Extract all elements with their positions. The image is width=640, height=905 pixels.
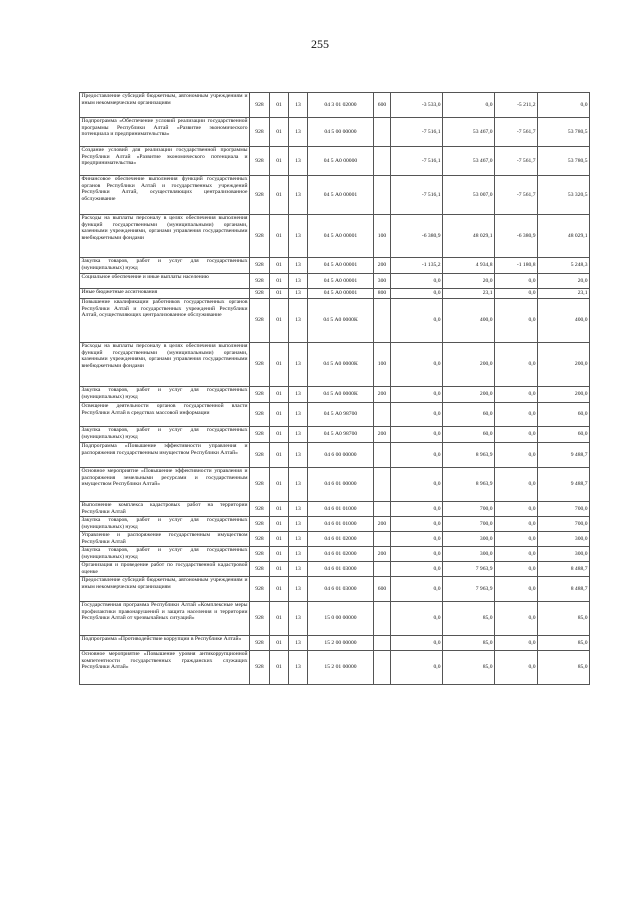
row-change-year2: 0,0	[495, 387, 538, 403]
row-section-code: 01	[270, 577, 289, 602]
row-name: Социальное обеспечение и иные выплаты населению	[80, 274, 250, 289]
row-amount-year2: 60,0	[538, 403, 590, 427]
table-row	[80, 443, 590, 468]
row-subsection-code: 13	[289, 547, 308, 562]
row-subsection-code: 13	[289, 636, 308, 651]
row-amount-year2: 9 488,7	[538, 443, 590, 468]
row-target-article: 04 5 А0 00001	[308, 258, 374, 274]
row-name: Подпрограмма «Обеспечение условий реализации государственной программы Республики Алтай «Развитие экономического потенциала и предпринимательства»	[80, 118, 250, 147]
row-amount-year1: 7 963,9	[443, 577, 495, 602]
row-change-year1: 0,0	[391, 517, 443, 532]
row-change-year1: 0,0	[391, 651, 443, 685]
row-amount-year1: 60,0	[443, 403, 495, 427]
row-name: Иные бюджетные ассигнования	[80, 289, 250, 299]
row-expense-type: 300	[374, 274, 391, 289]
row-target-article: 15 2 01 00000	[308, 651, 374, 685]
row-target-article: 15 0 00 00000	[308, 602, 374, 636]
row-change-year2: -7 561,7	[495, 176, 538, 215]
row-change-year2: 0,0	[495, 577, 538, 602]
table-row	[80, 215, 590, 258]
row-ministry-code: 928	[250, 577, 270, 602]
row-amount-year2: 85,0	[538, 636, 590, 651]
row-subsection-code: 13	[289, 118, 308, 147]
row-ministry-code: 928	[250, 343, 270, 387]
row-ministry-code: 928	[250, 562, 270, 577]
table-row	[80, 343, 590, 387]
row-expense-type: 100	[374, 215, 391, 258]
row-subsection-code: 13	[289, 562, 308, 577]
row-name: Предоставление субсидий бюджетным, автономным учреждениям и иным некоммерческим организациям	[80, 577, 250, 602]
row-section-code: 01	[270, 562, 289, 577]
table-row	[80, 118, 590, 147]
row-section-code: 01	[270, 176, 289, 215]
row-change-year1: 0,0	[391, 562, 443, 577]
row-ministry-code: 928	[250, 289, 270, 299]
row-amount-year1: 200,0	[443, 387, 495, 403]
table-row	[80, 403, 590, 427]
row-amount-year2: 700,0	[538, 502, 590, 517]
row-subsection-code: 13	[289, 403, 308, 427]
row-name: Создание условий для реализации государственной программы Республики Алтай «Развитие экономического потенциала и предпринимательства»	[80, 147, 250, 176]
row-amount-year1: 60,0	[443, 427, 495, 443]
row-name: Предоставление субсидий бюджетным, автономным учреждениям и иным некоммерческим организациям	[80, 93, 250, 118]
row-section-code: 01	[270, 289, 289, 299]
row-change-year1: 0,0	[391, 289, 443, 299]
row-amount-year2: 0,0	[538, 93, 590, 118]
row-subsection-code: 13	[289, 651, 308, 685]
row-target-article: 04 6 01 02000	[308, 547, 374, 562]
row-expense-type	[374, 403, 391, 427]
row-change-year2: 0,0	[495, 289, 538, 299]
row-ministry-code: 928	[250, 502, 270, 517]
row-subsection-code: 13	[289, 93, 308, 118]
row-amount-year1: 85,0	[443, 636, 495, 651]
row-target-article: 04 6 01 01000	[308, 502, 374, 517]
row-expense-type	[374, 562, 391, 577]
row-subsection-code: 13	[289, 468, 308, 502]
row-ministry-code: 928	[250, 215, 270, 258]
row-expense-type	[374, 147, 391, 176]
row-name: Расходы на выплаты персоналу в целях обеспечения выполнения функций государственными (муниципальными) органами, казенными учреждениями, органами управления государственными внебюджетными фондами	[80, 215, 250, 258]
row-change-year1: -6 380,9	[391, 215, 443, 258]
row-amount-year2: 20,0	[538, 274, 590, 289]
row-target-article: 04 5 А0 0000К	[308, 299, 374, 343]
row-section-code: 01	[270, 443, 289, 468]
row-change-year1: 0,0	[391, 299, 443, 343]
row-amount-year2: 200,0	[538, 387, 590, 403]
row-section-code: 01	[270, 636, 289, 651]
row-change-year1: 0,0	[391, 602, 443, 636]
row-amount-year1: 700,0	[443, 517, 495, 532]
row-subsection-code: 13	[289, 443, 308, 468]
row-subsection-code: 13	[289, 299, 308, 343]
row-section-code: 01	[270, 93, 289, 118]
row-ministry-code: 928	[250, 274, 270, 289]
row-change-year2: 0,0	[495, 502, 538, 517]
row-ministry-code: 928	[250, 532, 270, 547]
row-change-year1: -7 516,1	[391, 176, 443, 215]
row-subsection-code: 13	[289, 258, 308, 274]
row-expense-type: 600	[374, 93, 391, 118]
table-row	[80, 274, 590, 289]
row-amount-year2: 23,1	[538, 289, 590, 299]
row-amount-year1: 53 467,0	[443, 147, 495, 176]
table-row	[80, 577, 590, 602]
row-expense-type	[374, 502, 391, 517]
row-amount-year1: 4 934,8	[443, 258, 495, 274]
table-row	[80, 258, 590, 274]
row-section-code: 01	[270, 427, 289, 443]
row-amount-year2: 700,0	[538, 517, 590, 532]
row-section-code: 01	[270, 547, 289, 562]
row-change-year1: 0,0	[391, 274, 443, 289]
row-expense-type: 200	[374, 427, 391, 443]
row-change-year1: 0,0	[391, 427, 443, 443]
row-change-year1: 0,0	[391, 547, 443, 562]
row-change-year2: 0,0	[495, 468, 538, 502]
row-amount-year2: 400,0	[538, 299, 590, 343]
row-expense-type: 100	[374, 343, 391, 387]
row-amount-year2: 300,0	[538, 532, 590, 547]
row-target-article: 04 3 01 02000	[308, 93, 374, 118]
row-expense-type	[374, 651, 391, 685]
row-change-year2: 0,0	[495, 562, 538, 577]
row-ministry-code: 928	[250, 636, 270, 651]
row-amount-year2: 8 488,7	[538, 562, 590, 577]
row-target-article: 04 5 А0 00001	[308, 289, 374, 299]
row-amount-year1: 8 963,9	[443, 468, 495, 502]
row-name: Подпрограмма «Противодействие коррупции в Республике Алтай»	[80, 636, 250, 651]
row-change-year1: 0,0	[391, 343, 443, 387]
row-ministry-code: 928	[250, 443, 270, 468]
row-change-year1: 0,0	[391, 502, 443, 517]
row-expense-type: 600	[374, 577, 391, 602]
row-change-year1: -3 533,0	[391, 93, 443, 118]
budget-table	[79, 92, 590, 685]
row-ministry-code: 928	[250, 651, 270, 685]
row-target-article: 04 6 01 03000	[308, 577, 374, 602]
row-target-article: 04 6 01 02000	[308, 532, 374, 547]
row-change-year1: -7 516,1	[391, 118, 443, 147]
row-change-year2: 0,0	[495, 517, 538, 532]
row-change-year1: -7 516,1	[391, 147, 443, 176]
row-section-code: 01	[270, 651, 289, 685]
row-amount-year1: 7 963,9	[443, 562, 495, 577]
row-change-year1: 0,0	[391, 443, 443, 468]
row-section-code: 01	[270, 468, 289, 502]
row-expense-type	[374, 468, 391, 502]
row-section-code: 01	[270, 147, 289, 176]
row-expense-type	[374, 532, 391, 547]
row-name: Закупка товаров, работ и услуг для государственных (муниципальных) нужд	[80, 427, 250, 443]
table-row	[80, 532, 590, 547]
row-section-code: 01	[270, 517, 289, 532]
row-change-year2: 0,0	[495, 343, 538, 387]
row-change-year1: -1 135,2	[391, 258, 443, 274]
row-amount-year2: 53 320,5	[538, 176, 590, 215]
row-expense-type	[374, 636, 391, 651]
row-amount-year1: 85,0	[443, 602, 495, 636]
row-section-code: 01	[270, 299, 289, 343]
table-row	[80, 517, 590, 532]
row-amount-year1: 48 029,1	[443, 215, 495, 258]
row-expense-type: 200	[374, 517, 391, 532]
row-section-code: 01	[270, 258, 289, 274]
table-row	[80, 147, 590, 176]
row-change-year2: -1 180,8	[495, 258, 538, 274]
row-ministry-code: 928	[250, 468, 270, 502]
row-section-code: 01	[270, 343, 289, 387]
row-target-article: 04 5 А0 00001	[308, 176, 374, 215]
row-amount-year2: 8 488,7	[538, 577, 590, 602]
row-amount-year2: 200,0	[538, 343, 590, 387]
row-change-year1: 0,0	[391, 532, 443, 547]
row-section-code: 01	[270, 387, 289, 403]
row-name: Основное мероприятие «Повышение уровня антикоррупционной компетентности государственных гражданских служащих Республики Алтай»	[80, 651, 250, 685]
row-target-article: 04 6 01 03000	[308, 562, 374, 577]
row-expense-type	[374, 299, 391, 343]
table-row	[80, 299, 590, 343]
row-change-year2: -5 211,2	[495, 93, 538, 118]
row-change-year2: 0,0	[495, 443, 538, 468]
row-change-year1: 0,0	[391, 636, 443, 651]
row-name: Закупка товаров, работ и услуг для государственных (муниципальных) нужд	[81, 547, 248, 560]
row-amount-year2: 48 029,1	[538, 215, 590, 258]
row-subsection-code: 13	[289, 387, 308, 403]
row-amount-year1: 300,0	[443, 547, 495, 562]
row-amount-year1: 200,0	[443, 343, 495, 387]
row-subsection-code: 13	[289, 532, 308, 547]
table-row	[80, 427, 590, 443]
row-ministry-code: 928	[250, 547, 270, 562]
row-change-year2: 0,0	[495, 274, 538, 289]
row-target-article: 04 5 А0 98700	[308, 427, 374, 443]
row-amount-year1: 53 007,0	[443, 176, 495, 215]
table-row	[80, 502, 590, 517]
row-ministry-code: 928	[250, 176, 270, 215]
row-section-code: 01	[270, 602, 289, 636]
table-row	[80, 468, 590, 502]
row-amount-year1: 53 467,0	[443, 118, 495, 147]
row-change-year2: -7 561,7	[495, 118, 538, 147]
table-row	[80, 176, 590, 215]
row-change-year2: -6 380,9	[495, 215, 538, 258]
row-amount-year2: 53 780,5	[538, 147, 590, 176]
row-amount-year2: 85,0	[538, 651, 590, 685]
row-amount-year2: 300,0	[538, 547, 590, 562]
row-amount-year1: 400,0	[443, 299, 495, 343]
table-row	[80, 636, 590, 651]
row-change-year2: 0,0	[495, 403, 538, 427]
row-name: Закупка товаров, работ и услуг для государственных (муниципальных) нужд	[80, 387, 250, 403]
row-subsection-code: 13	[289, 215, 308, 258]
row-ministry-code: 928	[250, 403, 270, 427]
row-section-code: 01	[270, 502, 289, 517]
row-ministry-code: 928	[250, 299, 270, 343]
row-change-year2: 0,0	[495, 602, 538, 636]
row-subsection-code: 13	[289, 274, 308, 289]
row-name: Подпрограмма «Повышение эффективности управления и распоряжения государственным имуществом Республики Алтай»	[80, 443, 250, 468]
row-change-year2: 0,0	[495, 427, 538, 443]
row-amount-year1: 8 963,9	[443, 443, 495, 468]
row-amount-year1: 700,0	[443, 502, 495, 517]
row-change-year1: 0,0	[391, 468, 443, 502]
row-amount-year1: 23,1	[443, 289, 495, 299]
row-ministry-code: 928	[250, 517, 270, 532]
row-amount-year2: 60,0	[538, 427, 590, 443]
row-change-year2: 0,0	[495, 547, 538, 562]
row-subsection-code: 13	[289, 427, 308, 443]
row-target-article: 04 6 01 00000	[308, 468, 374, 502]
row-amount-year2: 85,0	[538, 602, 590, 636]
row-change-year2: 0,0	[495, 651, 538, 685]
table-row	[80, 93, 590, 118]
table-row	[80, 602, 590, 636]
row-change-year2: 0,0	[495, 299, 538, 343]
row-subsection-code: 13	[289, 502, 308, 517]
row-section-code: 01	[270, 274, 289, 289]
table-row	[80, 547, 590, 562]
row-name: Расходы на выплаты персоналу в целях обеспечения выполнения функций государственными (муниципальными) органами, казенными учреждениями, органами управления государственными внебюджетными фондами	[80, 343, 250, 387]
row-name: Организация и проведение работ по государственной кадастровой оценке	[81, 562, 248, 575]
row-expense-type	[374, 443, 391, 468]
row-amount-year2: 9 488,7	[538, 468, 590, 502]
row-name: Управление и распоряжение государственным имуществом Республики Алтай	[81, 532, 248, 545]
row-ministry-code: 928	[250, 387, 270, 403]
row-amount-year1: 0,0	[443, 93, 495, 118]
row-change-year2: 0,0	[495, 636, 538, 651]
row-change-year1: 0,0	[391, 577, 443, 602]
row-expense-type: 200	[374, 387, 391, 403]
row-target-article: 04 5 А0 00000	[308, 147, 374, 176]
table-row	[80, 562, 590, 577]
row-ministry-code: 928	[250, 147, 270, 176]
row-target-article: 04 6 00 00000	[308, 443, 374, 468]
row-ministry-code: 928	[250, 602, 270, 636]
row-section-code: 01	[270, 215, 289, 258]
row-name: Закупка товаров, работ и услуг для государственных (муниципальных) нужд	[81, 517, 248, 530]
row-ministry-code: 928	[250, 93, 270, 118]
row-target-article: 04 5 А0 00001	[308, 215, 374, 258]
row-name: Повышение квалификации работников государственных органов Республики Алтай и государственных учреждений Республики Алтай, осуществляющих централизованное обслуживание	[80, 299, 250, 343]
row-amount-year1: 300,0	[443, 532, 495, 547]
page-number: 255	[311, 37, 329, 51]
table-row	[80, 651, 590, 685]
table-row	[80, 387, 590, 403]
row-ministry-code: 928	[250, 427, 270, 443]
row-expense-type	[374, 602, 391, 636]
row-name: Закупка товаров, работ и услуг для государственных (муниципальных) нужд	[80, 258, 250, 274]
row-name: Основное мероприятие «Повышение эффективности управления и распоряжения земельными ресурсами и государственным имуществом Республики Алтай»	[80, 468, 250, 502]
row-name: Государственная программа Республики Алтай «Комплексные меры профилактики правонарушений и защита населения и территории Республики Алтай от чрезвычайных ситуаций»	[80, 602, 250, 636]
row-subsection-code: 13	[289, 517, 308, 532]
row-change-year1: 0,0	[391, 403, 443, 427]
row-name: Освещение деятельности органов государственной власти Республики Алтай в средствах массовой информации	[80, 403, 250, 427]
budget-table-body	[80, 93, 590, 685]
table-row	[80, 289, 590, 299]
row-ministry-code: 928	[250, 258, 270, 274]
row-amount-year1: 85,0	[443, 651, 495, 685]
row-subsection-code: 13	[289, 577, 308, 602]
row-change-year2: 0,0	[495, 532, 538, 547]
row-target-article: 04 5 00 00000	[308, 118, 374, 147]
row-subsection-code: 13	[289, 289, 308, 299]
row-amount-year2: 5 248,3	[538, 258, 590, 274]
row-expense-type: 200	[374, 258, 391, 274]
row-section-code: 01	[270, 403, 289, 427]
row-change-year2: -7 561,7	[495, 147, 538, 176]
row-name: Выполнение комплекса кадастровых работ на территории Республики Алтай	[81, 502, 248, 515]
row-target-article: 04 6 01 01000	[308, 517, 374, 532]
row-target-article: 04 5 А0 0000К	[308, 387, 374, 403]
row-section-code: 01	[270, 532, 289, 547]
row-target-article: 15 2 00 00000	[308, 636, 374, 651]
row-target-article: 04 5 А0 98700	[308, 403, 374, 427]
row-target-article: 04 5 А0 0000К	[308, 343, 374, 387]
row-expense-type: 800	[374, 289, 391, 299]
row-expense-type	[374, 176, 391, 215]
row-subsection-code: 13	[289, 343, 308, 387]
row-expense-type	[374, 118, 391, 147]
row-change-year1: 0,0	[391, 387, 443, 403]
row-subsection-code: 13	[289, 147, 308, 176]
row-subsection-code: 13	[289, 602, 308, 636]
row-amount-year1: 20,0	[443, 274, 495, 289]
row-target-article: 04 5 А0 00001	[308, 274, 374, 289]
row-subsection-code: 13	[289, 176, 308, 215]
row-ministry-code: 928	[250, 118, 270, 147]
row-name: Финансовое обеспечение выполнения функций государственных органов Республики Алтай и государственных учреждений Республики Алтай, осуществляющих централизованное обслуживание	[80, 176, 250, 215]
row-amount-year2: 53 780,5	[538, 118, 590, 147]
row-section-code: 01	[270, 118, 289, 147]
row-expense-type: 200	[374, 547, 391, 562]
